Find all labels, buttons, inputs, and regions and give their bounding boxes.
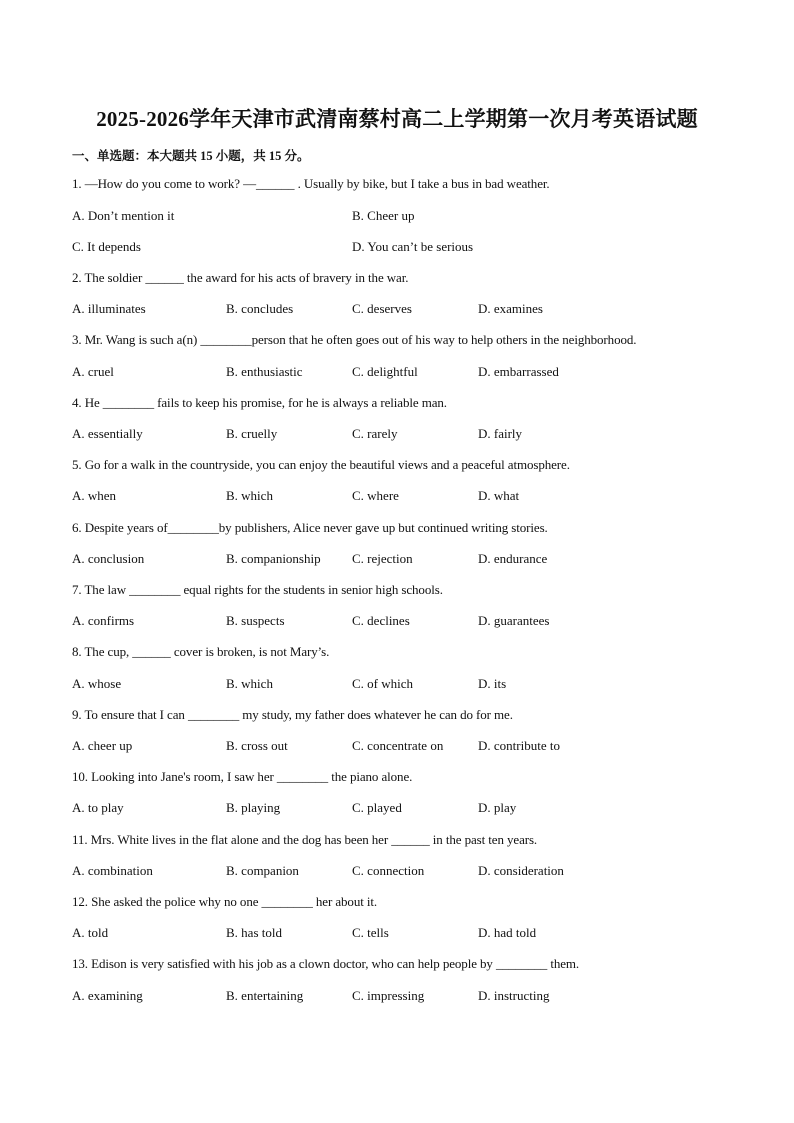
option-b[interactable]: B. has told <box>226 925 282 940</box>
option-a[interactable]: A. cheer up <box>72 738 133 753</box>
option-d[interactable]: D. its <box>478 676 507 691</box>
question-stem: 1. —How do you come to work? —______ . Usually by bike, but I take a bus in bad weather. <box>72 176 550 191</box>
option-b[interactable]: B. playing <box>226 800 281 815</box>
option-b[interactable]: B. concludes <box>226 301 294 316</box>
option-c[interactable]: C. delightful <box>352 364 418 379</box>
question-stem: 12. She asked the police why no one ________ her about it. <box>72 894 378 909</box>
option-a[interactable]: A. combination <box>72 863 153 878</box>
option-b[interactable]: B. which <box>226 488 273 503</box>
option-a[interactable]: A. Don’t mention it <box>72 208 175 223</box>
option-a[interactable]: A. examining <box>72 988 143 1003</box>
option-d[interactable]: D. contribute to <box>478 738 560 753</box>
option-c[interactable]: C. deserves <box>352 301 412 316</box>
question-stem: 3. Mr. Wang is such a(n) ________person that he often goes out of his way to help others in the neighborhood. <box>72 332 637 347</box>
option-b[interactable]: B. Cheer up <box>352 208 415 223</box>
option-d[interactable]: D. guarantees <box>478 613 550 628</box>
option-c[interactable]: C. declines <box>352 613 410 628</box>
question-stem: 8. The cup, ______ cover is broken, is not Mary’s. <box>72 644 330 659</box>
option-c[interactable]: C. concentrate on <box>352 738 444 753</box>
option-c[interactable]: C. rejection <box>352 551 413 566</box>
option-d[interactable]: D. consideration <box>478 863 564 878</box>
option-d[interactable]: D. fairly <box>478 426 523 441</box>
option-d[interactable]: D. instructing <box>478 988 550 1003</box>
question-stem: 7. The law ________ equal rights for the students in senior high schools. <box>72 582 443 597</box>
option-c[interactable]: C. of which <box>352 676 414 691</box>
option-c[interactable]: C. connection <box>352 863 425 878</box>
option-d[interactable]: D. You can’t be serious <box>352 239 474 254</box>
option-c[interactable]: C. tells <box>352 925 389 940</box>
option-b[interactable]: B. enthusiastic <box>226 364 303 379</box>
question-stem: 6. Despite years of________by publishers, Alice never gave up but continued writing stories. <box>72 520 548 535</box>
question-stem: 2. The soldier ______ the award for his acts of bravery in the war. <box>72 270 409 285</box>
question-stem: 4. He ________ fails to keep his promise, for he is always a reliable man. <box>72 395 447 410</box>
option-d[interactable]: D. endurance <box>478 551 548 566</box>
option-a[interactable]: A. when <box>72 488 117 503</box>
option-d[interactable]: D. embarrassed <box>478 364 559 379</box>
option-a[interactable]: A. confirms <box>72 613 135 628</box>
option-c[interactable]: C. It depends <box>72 239 141 254</box>
option-c[interactable]: C. impressing <box>352 988 425 1003</box>
option-b[interactable]: B. which <box>226 676 273 691</box>
option-a[interactable]: A. essentially <box>72 426 143 441</box>
option-c[interactable]: C. rarely <box>352 426 398 441</box>
option-c[interactable]: C. played <box>352 800 402 815</box>
question-stem: 13. Edison is very satisfied with his job as a clown doctor, who can help people by ________ them. <box>72 956 580 971</box>
option-b[interactable]: B. suspects <box>226 613 285 628</box>
option-a[interactable]: A. cruel <box>72 364 114 379</box>
option-a[interactable]: A. told <box>72 925 109 940</box>
option-a[interactable]: A. illuminates <box>72 301 146 316</box>
option-b[interactable]: B. entertaining <box>226 988 304 1003</box>
option-b[interactable]: B. cruelly <box>226 426 278 441</box>
question-stem: 9. To ensure that I can ________ my study, my father does whatever he can do for me. <box>72 707 513 722</box>
option-a[interactable]: A. to play <box>72 800 124 815</box>
question-stem: 11. Mrs. White lives in the flat alone and the dog has been her ______ in the past ten years. <box>72 832 538 847</box>
option-a[interactable]: A. whose <box>72 676 122 691</box>
option-a[interactable]: A. conclusion <box>72 551 145 566</box>
option-d[interactable]: D. examines <box>478 301 543 316</box>
option-d[interactable]: D. play <box>478 800 517 815</box>
question-stem: 10. Looking into Jane's room, I saw her ________ the piano alone. <box>72 769 413 784</box>
option-c[interactable]: C. where <box>352 488 399 503</box>
option-d[interactable]: D. had told <box>478 925 537 940</box>
question-stem: 5. Go for a walk in the countryside, you can enjoy the beautiful views and a peaceful atmosphere. <box>72 457 570 472</box>
option-b[interactable]: B. companionship <box>226 551 321 566</box>
option-d[interactable]: D. what <box>478 488 520 503</box>
option-b[interactable]: B. companion <box>226 863 299 878</box>
page-title: 2025-2026学年天津市武清南蔡村高二上学期第一次月考英语试题 <box>96 107 698 131</box>
option-b[interactable]: B. cross out <box>226 738 288 753</box>
section-header: 一、单选题：本大题共 15 小题，共 15 分。 <box>72 149 310 163</box>
